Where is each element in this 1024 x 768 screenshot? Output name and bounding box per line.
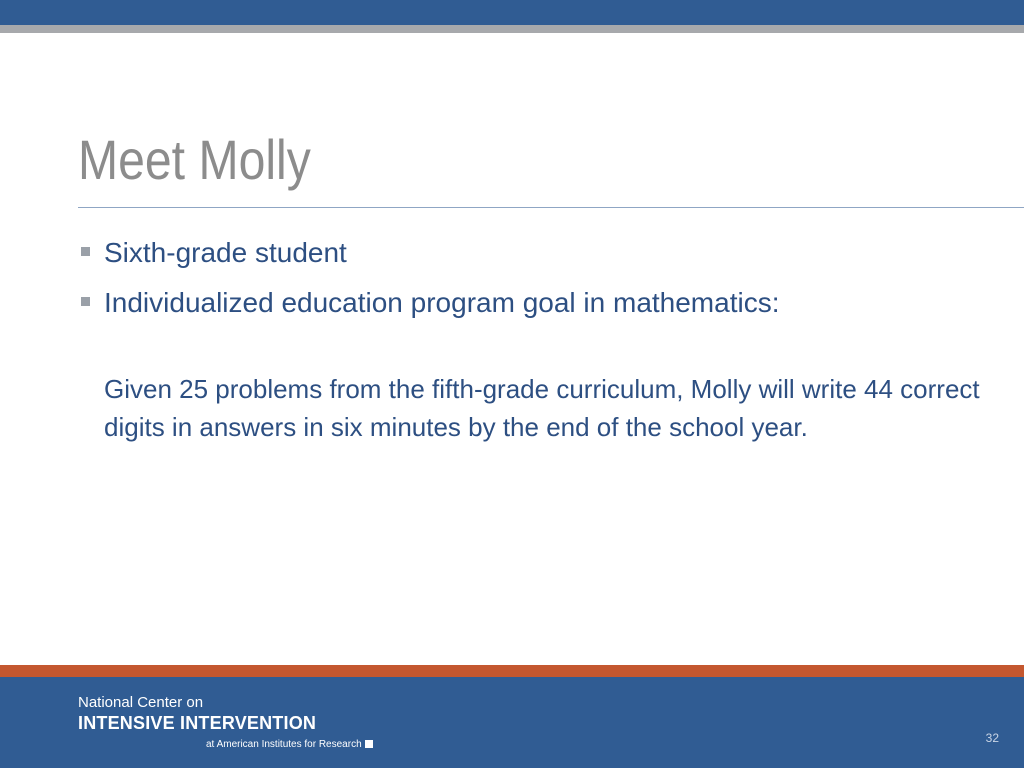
square-bullet-icon bbox=[81, 297, 90, 306]
square-bullet-icon bbox=[81, 247, 90, 256]
logo-line-1: National Center on bbox=[78, 694, 204, 711]
header-blue-bar bbox=[0, 0, 1024, 25]
slide-title: Meet Molly bbox=[78, 128, 311, 191]
bullet-item bbox=[80, 232, 780, 282]
logo-line-3 bbox=[78, 738, 418, 752]
page-number: 32 bbox=[985, 731, 999, 745]
bullet-text: Sixth-grade student bbox=[104, 237, 347, 268]
logo-line-3-text: at American Institutes for Research bbox=[206, 739, 362, 750]
bullet-text: Individualized education program goal in mathematics: bbox=[104, 287, 780, 318]
goal-text: Given 25 problems from the fifth-grade curriculum, Molly will write 44 correct digits in answers in six minutes by the end of the school year. bbox=[104, 374, 980, 442]
bullet-list bbox=[80, 232, 780, 332]
organization-logo bbox=[78, 694, 418, 752]
square-icon bbox=[365, 740, 373, 748]
header-gray-bar bbox=[0, 25, 1024, 33]
logo-line-2: INTENSIVE INTERVENTION bbox=[78, 713, 317, 733]
footer-orange-bar bbox=[0, 665, 1024, 677]
title-divider bbox=[78, 207, 1024, 208]
bullet-item bbox=[80, 282, 780, 332]
